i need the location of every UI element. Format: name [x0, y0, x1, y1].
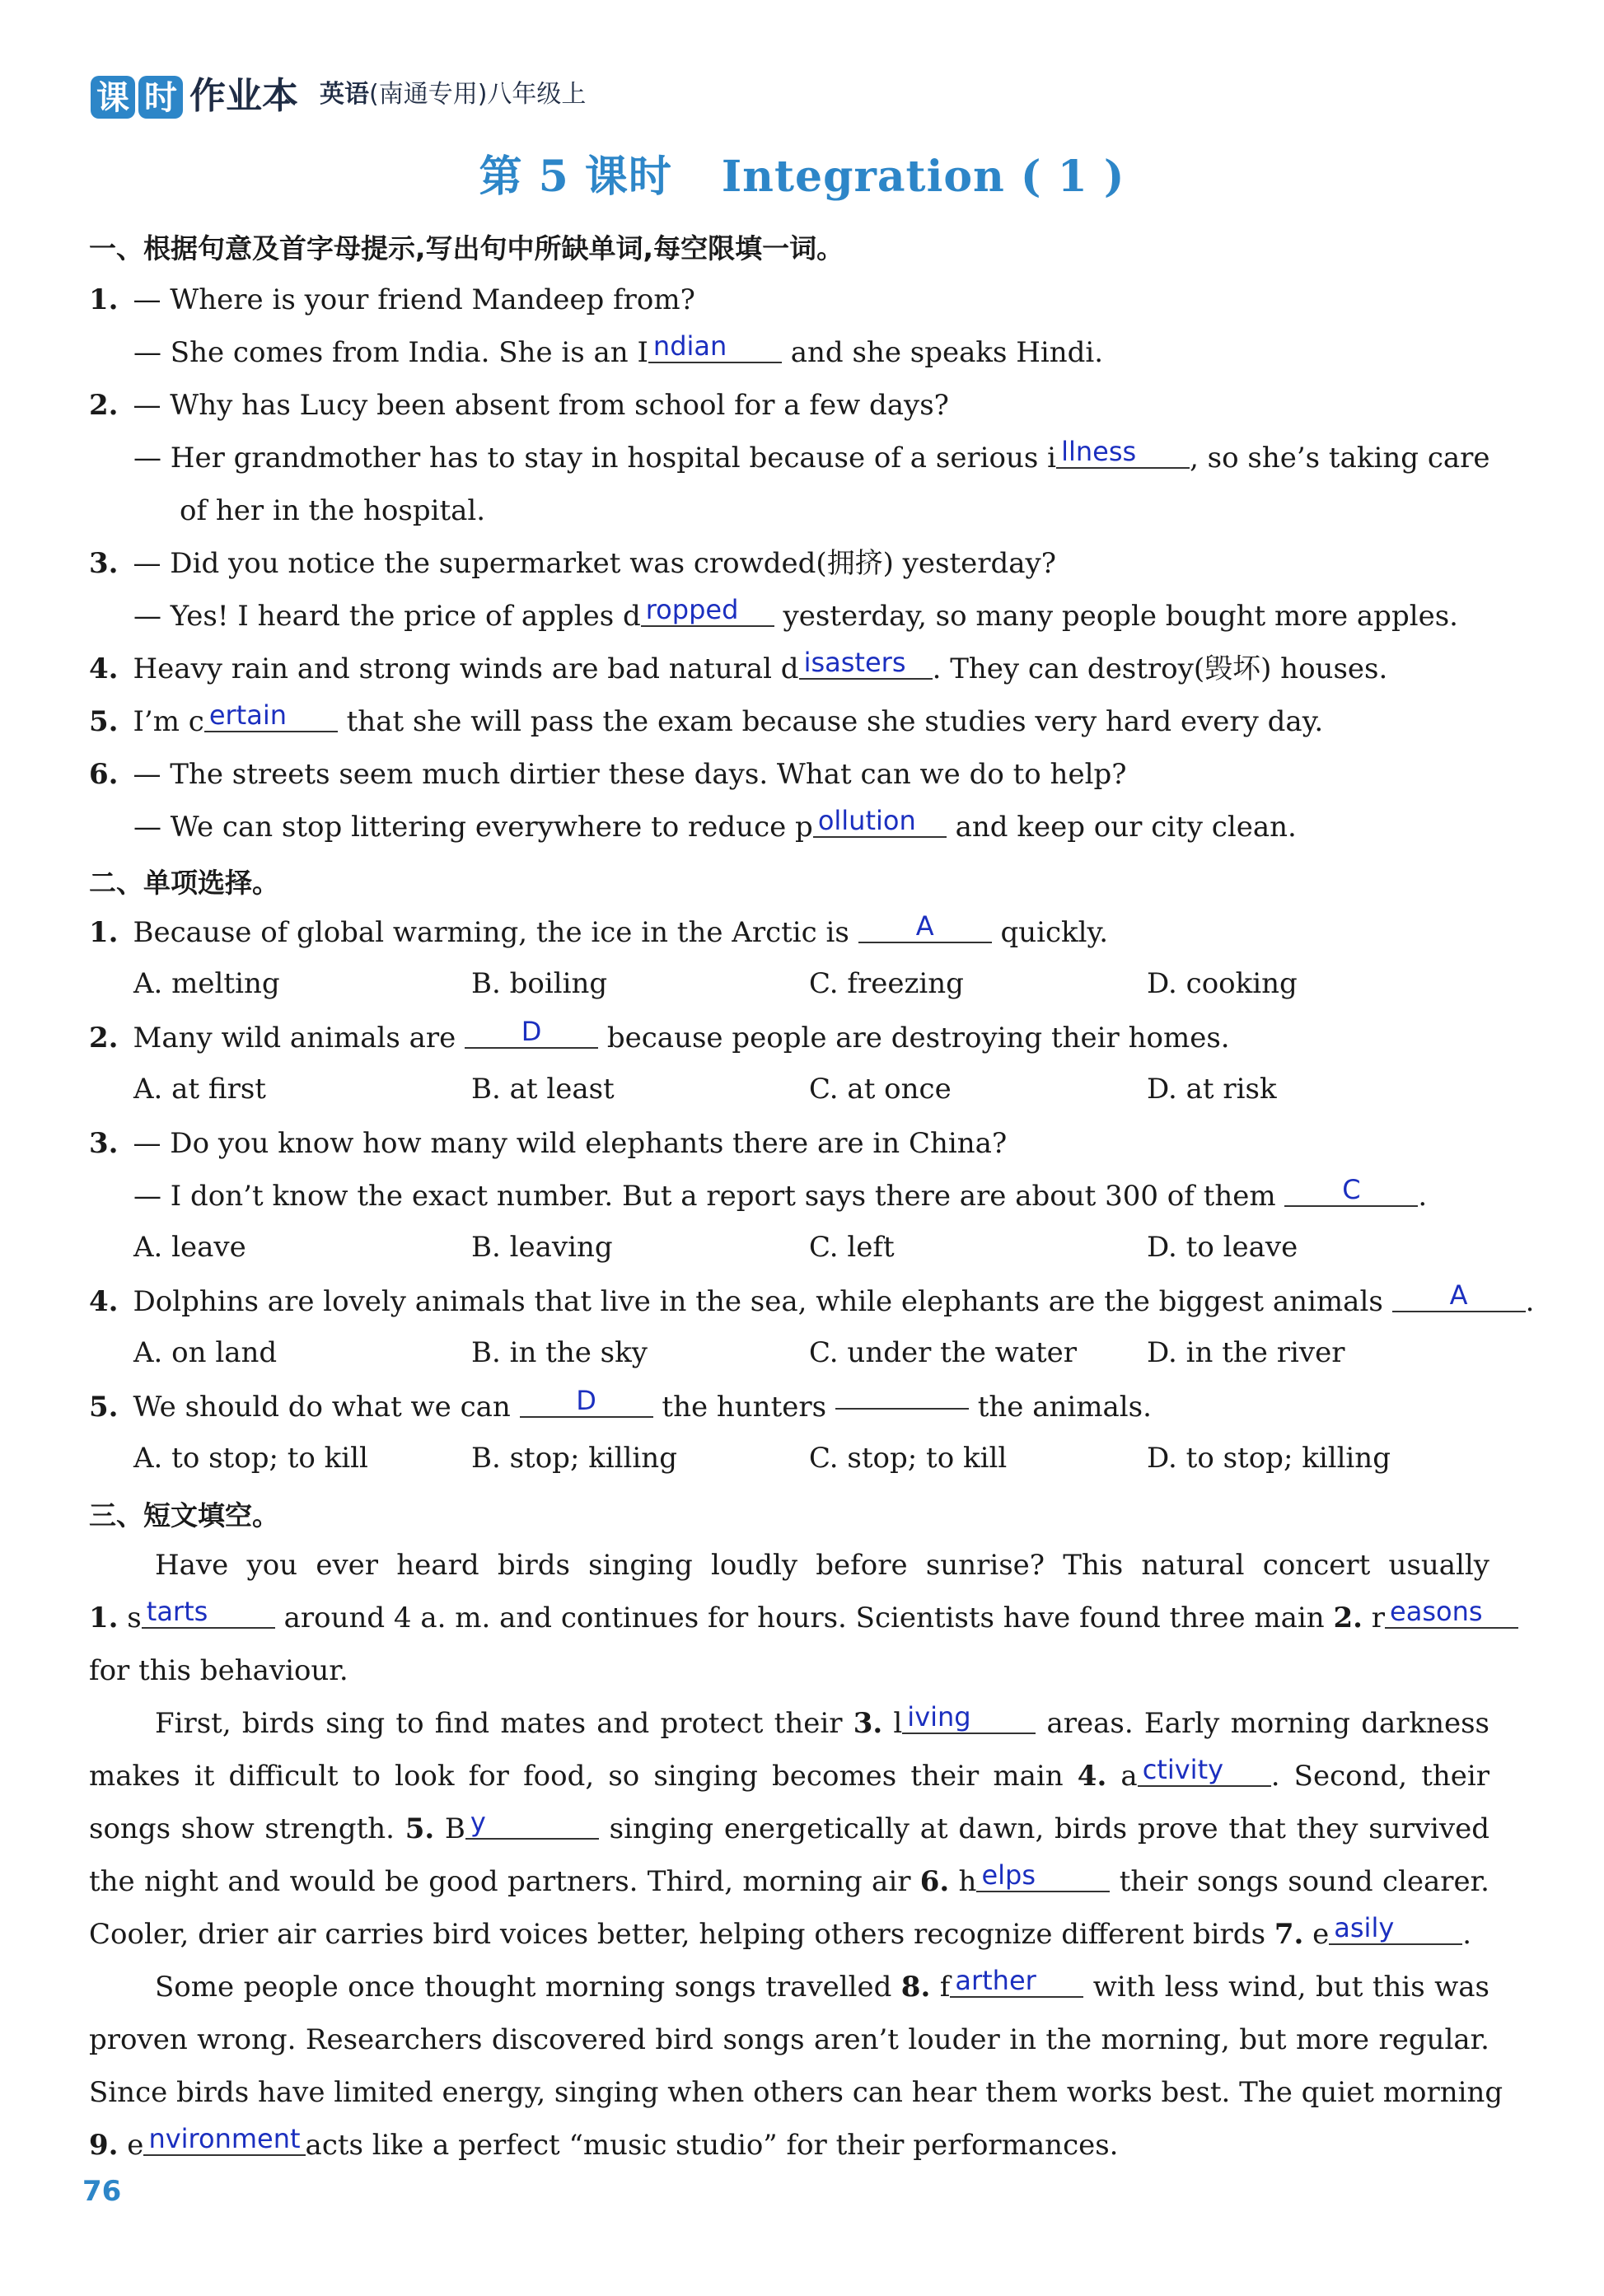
- answer-blank[interactable]: elps: [976, 1859, 1110, 1892]
- s1-q5: 5. I’m c ertain that she will pass the exam because she studies very hard every day.: [89, 699, 1324, 738]
- s1-q2-line2: — Her grandmother has to stay in hospital because of a serious i llness , so she’s taking care: [133, 436, 1490, 475]
- option-d[interactable]: D. to leave: [1147, 1231, 1298, 1264]
- answer-blank[interactable]: ndian: [648, 330, 782, 363]
- passage-line: makes it difficult to look for food, so singing becomes their main 4. a ctivity . Second, their: [89, 1754, 1490, 1793]
- option-c[interactable]: C. under the water: [809, 1336, 1078, 1369]
- subject-label: 英语(南通专用)八年级上: [320, 80, 587, 109]
- answer-blank[interactable]: ropped: [641, 594, 774, 627]
- answer-blank[interactable]: D: [465, 1016, 598, 1049]
- s2-q5: 5. We should do what we can D the hunters the animals.: [89, 1385, 1152, 1424]
- option-d[interactable]: D. cooking: [1147, 967, 1298, 1000]
- answer-blank[interactable]: llness: [1056, 436, 1190, 469]
- passage-line: 1. s tarts around 4 a. m. and continues for hours. Scientists have found three main 2. r easons: [89, 1592, 1489, 1644]
- passage-line: songs show strength. 5. B y singing energetically at dawn, birds prove that they survived: [89, 1807, 1490, 1845]
- option-c[interactable]: C. left: [809, 1231, 895, 1264]
- answer-blank[interactable]: arther: [950, 1965, 1083, 1998]
- answer-blank[interactable]: ctivity: [1138, 1754, 1271, 1787]
- answer-blank[interactable]: isasters: [799, 647, 933, 680]
- answer-blank[interactable]: C: [1284, 1174, 1418, 1207]
- option-d[interactable]: D. in the river: [1147, 1336, 1345, 1369]
- option-b[interactable]: B. leaving: [471, 1231, 613, 1264]
- s1-q2-line1: 2. — Why has Lucy been absent from school for a few days?: [89, 389, 949, 422]
- passage-line: Have you ever heard birds singing loudly before sunrise? This natural concert usually: [155, 1549, 1489, 1582]
- s2-q2: 2. Many wild animals are D because people are destroying their homes.: [89, 1016, 1230, 1054]
- option-a[interactable]: A. melting: [133, 967, 280, 1000]
- page-header: [89, 69, 586, 122]
- lesson-topic: Integration ( 1 ): [721, 152, 1125, 202]
- answer-blank[interactable]: nvironment: [143, 2123, 305, 2156]
- passage-line: 9. e nvironment acts like a perfect “music studio” for their performances.: [89, 2123, 1119, 2162]
- s1-q1-line2: — She comes from India. She is an I ndian and she speaks Hindi.: [133, 330, 1104, 369]
- option-a[interactable]: A. to stop; to kill: [133, 1442, 368, 1475]
- s2-q4: 4. Dolphins are lovely animals that live in the sea, while elephants are the biggest animals A .: [89, 1279, 1535, 1318]
- option-b[interactable]: B. boiling: [471, 967, 608, 1000]
- answer-blank[interactable]: asily: [1329, 1912, 1462, 1945]
- answer-blank[interactable]: [835, 1408, 969, 1410]
- option-b[interactable]: B. at least: [471, 1073, 615, 1106]
- answer-blank[interactable]: ollution: [813, 805, 947, 838]
- svg-text:时: 时: [144, 79, 177, 117]
- lesson-number: 第 5 课时: [479, 152, 672, 202]
- s1-q3-line2: — Yes! I heard the price of apples d ropped yesterday, so many people bought more apples.: [133, 594, 1458, 633]
- answer-blank[interactable]: ertain: [204, 699, 338, 732]
- passage-line: Cooler, drier air carries bird voices better, helping others recognize different birds 7. e asily .: [89, 1912, 1472, 1951]
- s1-q3-line1: 3. — Did you notice the supermarket was crowded(拥挤) yesterday?: [89, 547, 1056, 580]
- s1-q6-line1: 6. — The streets seem much dirtier these days. What can we do to help?: [89, 758, 1127, 791]
- passage-line: First, birds sing to find mates and protect their 3. l iving areas. Early morning darkness: [155, 1701, 1489, 1740]
- s2-q1: 1. Because of global warming, the ice in the Arctic is A quickly.: [89, 910, 1109, 949]
- answer-blank[interactable]: A: [858, 910, 992, 943]
- section2-heading: 二、单项选择。: [89, 867, 279, 899]
- option-d[interactable]: D. at risk: [1147, 1073, 1277, 1106]
- option-c[interactable]: C. at once: [809, 1073, 952, 1106]
- answer-blank[interactable]: D: [520, 1385, 653, 1418]
- svg-text:课: 课: [96, 79, 129, 117]
- passage-line: the night and would be good partners. Third, morning air 6. h elps their songs sound clearer.: [89, 1859, 1489, 1898]
- option-b[interactable]: B. in the sky: [471, 1336, 648, 1369]
- s1-q6-line2: — We can stop littering everywhere to reduce p ollution and keep our city clean.: [133, 805, 1297, 844]
- passage-line: Some people once thought morning songs travelled 8. f arther with less wind, but this was: [155, 1965, 1489, 2004]
- passage-line: proven wrong. Researchers discovered bird songs aren’t louder in the morning, but more regular.: [89, 2023, 1489, 2056]
- passage-line: Since birds have limited energy, singing when others can hear them works best. The quiet morning: [89, 2076, 1503, 2109]
- passage-line: for this behaviour.: [89, 1654, 348, 1687]
- page-title: [0, 142, 1604, 203]
- page-number: 76: [82, 2175, 122, 2208]
- answer-blank[interactable]: easons: [1385, 1596, 1518, 1629]
- answer-blank[interactable]: y: [465, 1807, 599, 1840]
- brand-name: 作业本: [189, 75, 298, 117]
- cloze-passage: [89, 1539, 1503, 2172]
- section1-heading: 一、根据句意及首字母提示,写出句中所缺单词,每空限填一词。: [89, 232, 844, 264]
- option-a[interactable]: A. leave: [133, 1231, 246, 1264]
- s1-q4: 4. Heavy rain and strong winds are bad natural d isasters . They can destroy(毁坏) houses.: [89, 647, 1388, 685]
- answer-blank[interactable]: iving: [902, 1701, 1036, 1734]
- option-c[interactable]: C. stop; to kill: [809, 1442, 1008, 1475]
- option-a[interactable]: A. on land: [133, 1336, 278, 1369]
- s1-q2-line3: of her in the hospital.: [180, 494, 486, 527]
- s2-q3-line1: 3. — Do you know how many wild elephants there are in China?: [89, 1127, 1008, 1160]
- option-c[interactable]: C. freezing: [809, 967, 964, 1000]
- answer-blank[interactable]: tarts: [142, 1596, 275, 1629]
- logo-icon: [89, 71, 186, 122]
- option-a[interactable]: A. at first: [133, 1073, 266, 1106]
- option-d[interactable]: D. to stop; killing: [1147, 1442, 1391, 1475]
- s1-q1-line1: 1. — Where is your friend Mandeep from?: [89, 283, 695, 316]
- s2-q3-line2: — I don’t know the exact number. But a report says there are about 300 of them C .: [133, 1174, 1428, 1213]
- answer-blank[interactable]: A: [1392, 1279, 1526, 1312]
- option-b[interactable]: B. stop; killing: [471, 1442, 677, 1475]
- section3-heading: 三、短文填空。: [89, 1499, 279, 1531]
